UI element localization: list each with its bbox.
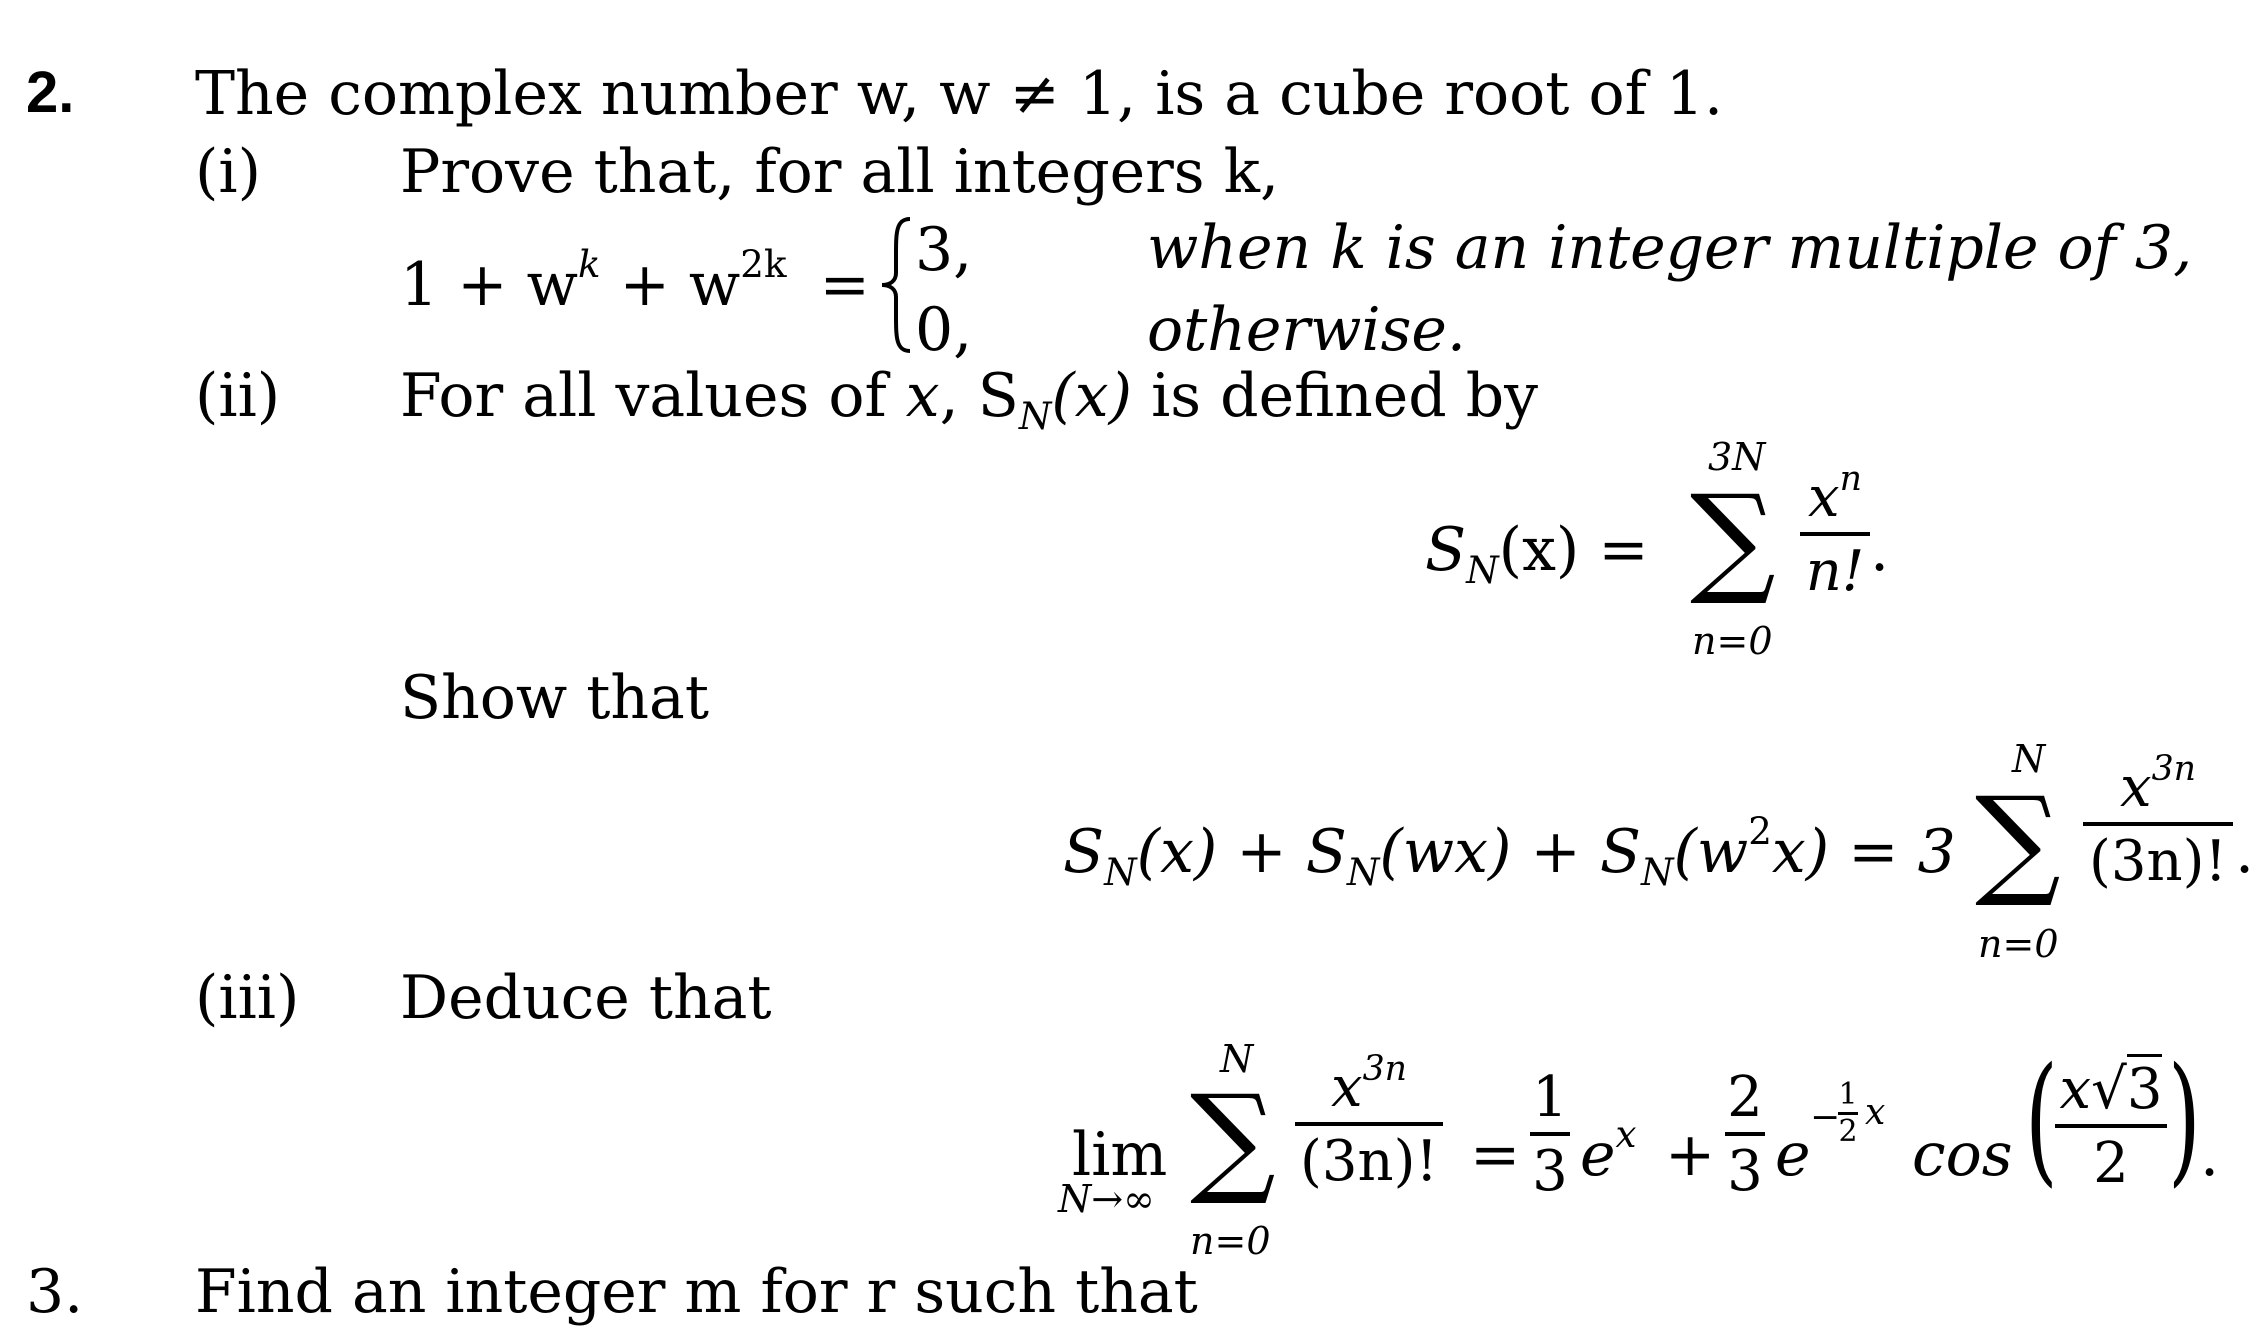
definition-sigma: ∑ xyxy=(1690,470,1776,609)
exp-term-2: e xyxy=(1775,1120,1811,1190)
limit-equals: = xyxy=(1470,1120,1521,1190)
definition-fraction: $x^n$ n! xyxy=(1800,470,1870,600)
part-iii-label: (iii) xyxy=(195,963,300,1033)
definition-end: . xyxy=(1870,515,1890,585)
identity-end: . xyxy=(2235,817,2254,887)
next-question-fragment: 3. xyxy=(26,1257,84,1327)
exp-x: x xyxy=(1865,1092,1886,1133)
identity-fraction: $x^{3n}$ (3n)! xyxy=(2083,760,2233,890)
case-2-value: 0, xyxy=(915,295,973,365)
limit-subscript: N→∞ xyxy=(1058,1177,1155,1221)
coef-two-thirds: 2 3 xyxy=(1725,1070,1765,1200)
case-1-value: 3, xyxy=(915,215,973,285)
limit-sum-lower: n=0 xyxy=(1190,1219,1271,1263)
plus-sign: + xyxy=(1665,1120,1716,1190)
exp-term-1: $e^x$ xyxy=(1580,1112,1637,1190)
identity-sigma: ∑ xyxy=(1975,772,2061,911)
exp-half: 1 2 xyxy=(1838,1077,1858,1149)
part-ii-prompt: For all values of x, $S_N(x)$ is defined by xyxy=(400,361,1539,439)
cos-paren-left: ( xyxy=(2025,1038,2058,1201)
limit-end: . xyxy=(2200,1120,2220,1190)
case-2-condition: otherwise. xyxy=(1147,295,1466,365)
cos-argument: x√3 2 xyxy=(2055,1062,2167,1192)
identity-sum-upper: N xyxy=(2012,737,2046,781)
limit-sum-upper: N xyxy=(1220,1037,1254,1081)
part-iii-prompt: Deduce that xyxy=(400,963,772,1033)
case-1-condition: when k is an integer multiple of 3, xyxy=(1147,213,2193,283)
part-i-label: (i) xyxy=(195,137,262,207)
part-i-prompt: Prove that, for all integers k, xyxy=(400,137,1280,207)
identity-lhs: $S_N(x) + S_N(wx) + S_N(w^2x) = 3$ xyxy=(1063,809,1956,895)
definition-lhs: $S_N(x)$ = xyxy=(1425,515,1649,593)
question-number: 2. xyxy=(26,60,75,125)
cos-function: cos xyxy=(1912,1120,2013,1190)
identity-sum-lower: n=0 xyxy=(1978,922,2059,966)
part-i-lhs: $1 + w^k + w^{2k}$ = xyxy=(400,242,870,320)
limit-fraction: $x^{3n}$ (3n)! xyxy=(1295,1060,1443,1190)
limit-lim: lim xyxy=(1072,1120,1168,1190)
part-ii-label: (ii) xyxy=(195,361,281,431)
show-that-label: Show that xyxy=(400,663,709,733)
limit-sigma: ∑ xyxy=(1190,1070,1276,1209)
coef-one-third: 1 3 xyxy=(1530,1070,1570,1200)
cos-paren-right: ) xyxy=(2168,1038,2201,1201)
definition-sum-upper: 3N xyxy=(1708,435,1766,479)
definition-sum-lower: n=0 xyxy=(1692,619,1773,663)
next-line-fragment: Find an integer m for r such that xyxy=(195,1257,1198,1327)
exp-sign: − xyxy=(1810,1097,1841,1138)
cases-brace xyxy=(878,215,918,355)
question-intro: The complex number w, w ≠ 1, is a cube root of 1. xyxy=(195,59,1724,129)
